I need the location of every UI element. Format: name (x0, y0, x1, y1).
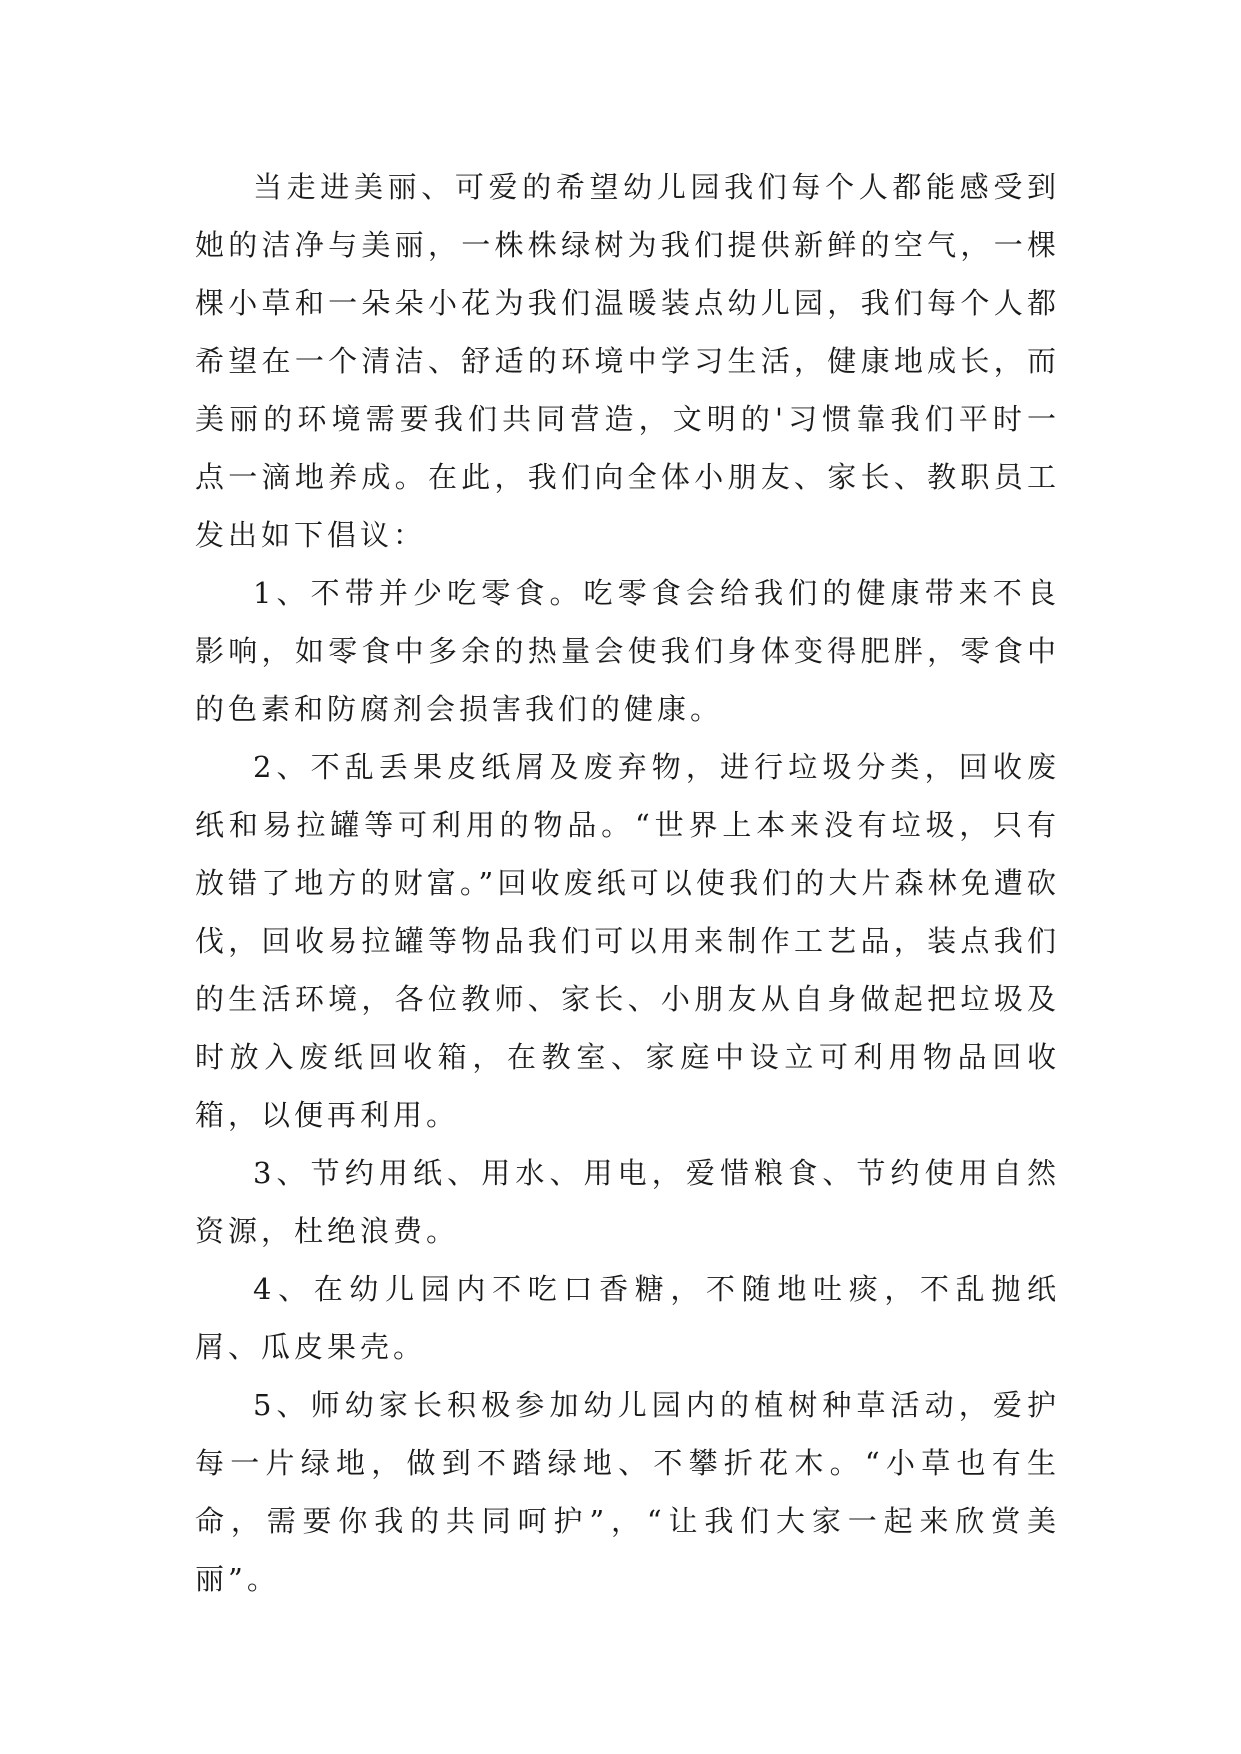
proposal-item-2: 2、不乱丢果皮纸屑及废弃物，进行垃圾分类，回收废纸和易拉罐等可利用的物品。“世界上本来没有垃圾，只有放错了地方的财富。”回收废纸可以使我们的大片森林免遭砍伐，回收易拉罐等物品我们可以用来制作工艺品，装点我们的生活环境，各位教师、家长、小朋友从自身做起把垃圾及时放入废纸回收箱，在教室、家庭中设立可利用物品回收箱，以便再利用。 (195, 750, 1060, 1132)
proposal-item-1: 1、不带并少吃零食。吃零食会给我们的健康带来不良影响，如零食中多余的热量会使我们身体变得肥胖，零食中的色素和防腐剂会损害我们的健康。 (195, 576, 1060, 726)
document-body (195, 158, 1060, 1608)
proposal-item-5: 5、师幼家长积极参加幼儿园内的植树种草活动，爱护每一片绿地，做到不踏绿地、不攀折花木。“小草也有生命，需要你我的共同呵护”，“让我们大家一起来欣赏美丽”。 (195, 1388, 1060, 1596)
proposal-item-3: 3、节约用纸、用水、用电，爱惜粮食、节约使用自然资源，杜绝浪费。 (195, 1156, 1060, 1248)
intro-paragraph: 当走进美丽、可爱的希望幼儿园我们每个人都能感受到她的洁净与美丽，一株株绿树为我们提供新鲜的空气，一棵棵小草和一朵朵小花为我们温暖装点幼儿园，我们每个人都希望在一个清洁、舒适的环境中学习生活，健康地成长，而美丽的环境需要我们共同营造，文明的'习惯靠我们平时一点一滴地养成。在此，我们向全体小朋友、家长、教职员工发出如下倡议： (195, 170, 1060, 552)
proposal-item-4: 4、在幼儿园内不吃口香糖，不随地吐痰，不乱抛纸屑、瓜皮果壳。 (195, 1272, 1060, 1364)
